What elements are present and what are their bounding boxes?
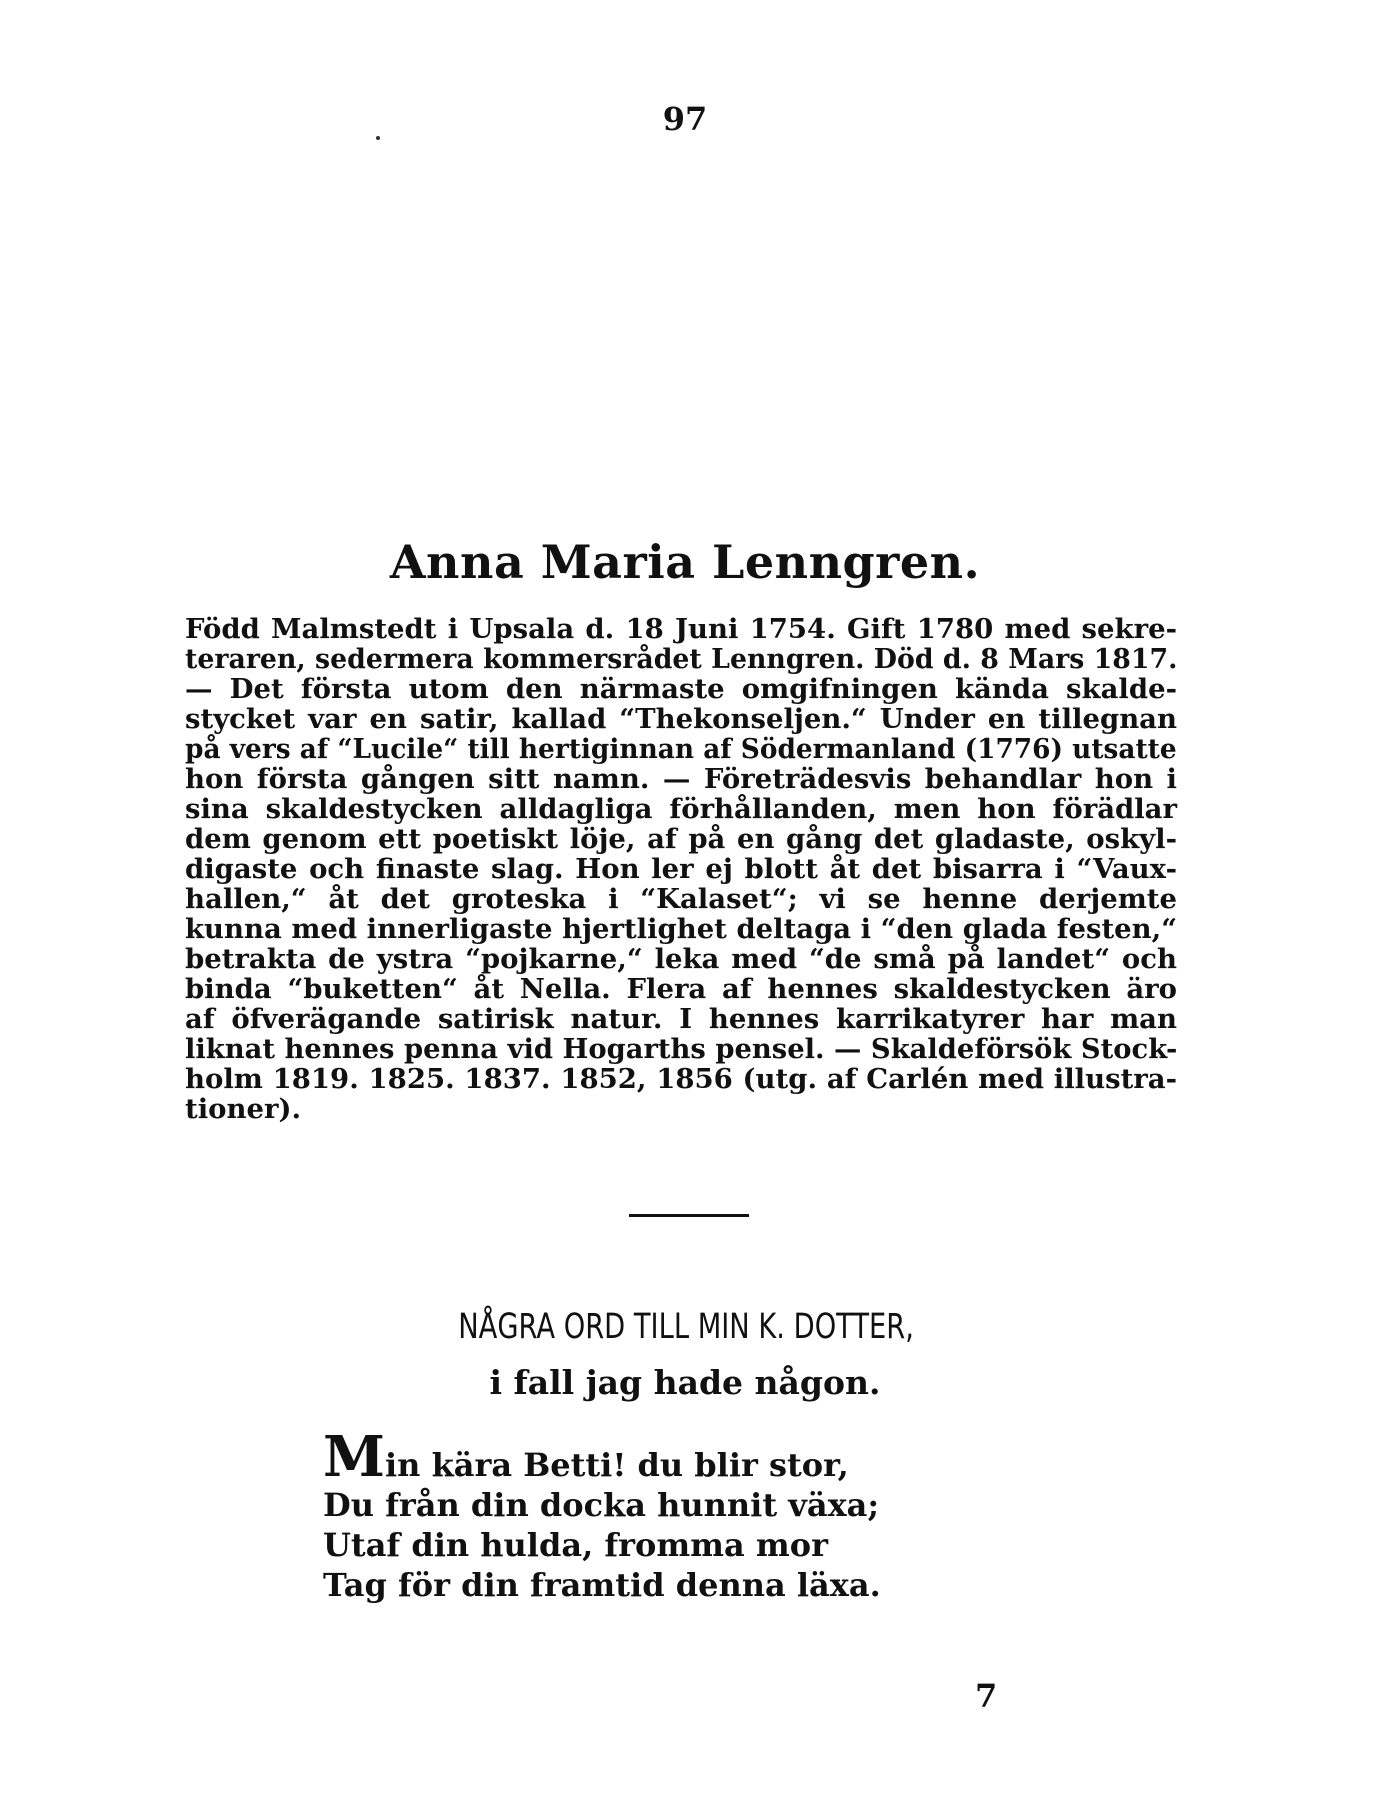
poem-title: NÅGRA ORD TILL MIN K. DOTTER, xyxy=(458,1307,914,1347)
signature-mark: 7 xyxy=(975,1677,998,1715)
poem-line: Tag för din framtid denna läxa. xyxy=(323,1566,881,1604)
bio-line: af öfverägande satirisk natur. I hennes karrikatyrer har man xyxy=(185,1003,1177,1035)
poem-stanza xyxy=(323,1424,1043,1605)
poem-first-line-text: in kära Betti! du blir stor, xyxy=(385,1446,849,1484)
bio-line: sina skaldestycken alldagliga förhållanden, men hon förädlar xyxy=(185,793,1177,825)
bio-line: binda “buketten“ åt Nella. Flera af hennes skaldestycken äro xyxy=(185,973,1177,1005)
bio-line: kunna med innerligaste hjertlighet deltaga i “den glada festen,“ xyxy=(185,913,1178,945)
bio-line: hallen,“ åt det groteska i “Kalaset“; vi se henne derjemte xyxy=(185,883,1177,915)
poem-line xyxy=(323,1424,1043,1490)
drop-cap: M xyxy=(323,1424,385,1490)
bio-line: hon första gången sitt namn. — Företrädesvis behandlar hon i xyxy=(185,763,1177,795)
author-biography xyxy=(185,614,1177,1124)
bio-line: stycket var en satir, kallad “Thekonseljen.“ Under en tillegnan xyxy=(185,703,1177,735)
author-heading: Anna Maria Lenngren. xyxy=(389,535,981,589)
bio-line: — Det första utom den närmaste omgifningen kända skalde- xyxy=(185,673,1177,705)
bio-line: dem genom ett poetiskt löje, af på en gång det gladaste, oskyl- xyxy=(185,823,1177,855)
page-number: 97 xyxy=(662,100,708,138)
print-speck xyxy=(376,136,380,140)
bio-line: tioner). xyxy=(185,1093,302,1125)
poem-line: Utaf din hulda, fromma mor xyxy=(323,1526,828,1564)
poem-line: Du från din docka hunnit växa; xyxy=(323,1486,880,1524)
bio-line: teraren, sedermera kommersrådet Lenngren. Död d. 8 Mars 1817. xyxy=(185,643,1178,675)
bio-line: betrakta de ystra “pojkarne,“ leka med “de små på landet“ och xyxy=(185,943,1177,975)
bio-line: liknat hennes penna vid Hogarths pensel. — Skaldeförsök Stock- xyxy=(185,1033,1178,1065)
section-divider xyxy=(629,1214,749,1217)
poem-subtitle: i fall jag hade någon. xyxy=(489,1363,881,1402)
bio-line: holm 1819. 1825. 1837. 1852, 1856 (utg. af Carlén med illustra- xyxy=(185,1063,1177,1095)
bio-line: Född Malmstedt i Upsala d. 18 Juni 1754. Gift 1780 med sekre- xyxy=(185,613,1177,645)
bio-line: digaste och finaste slag. Hon ler ej blott åt det bisarra i “Vaux- xyxy=(185,853,1177,885)
bio-line: på vers af “Lucile“ till hertiginnan af Södermanland (1776) utsatte xyxy=(185,733,1177,765)
